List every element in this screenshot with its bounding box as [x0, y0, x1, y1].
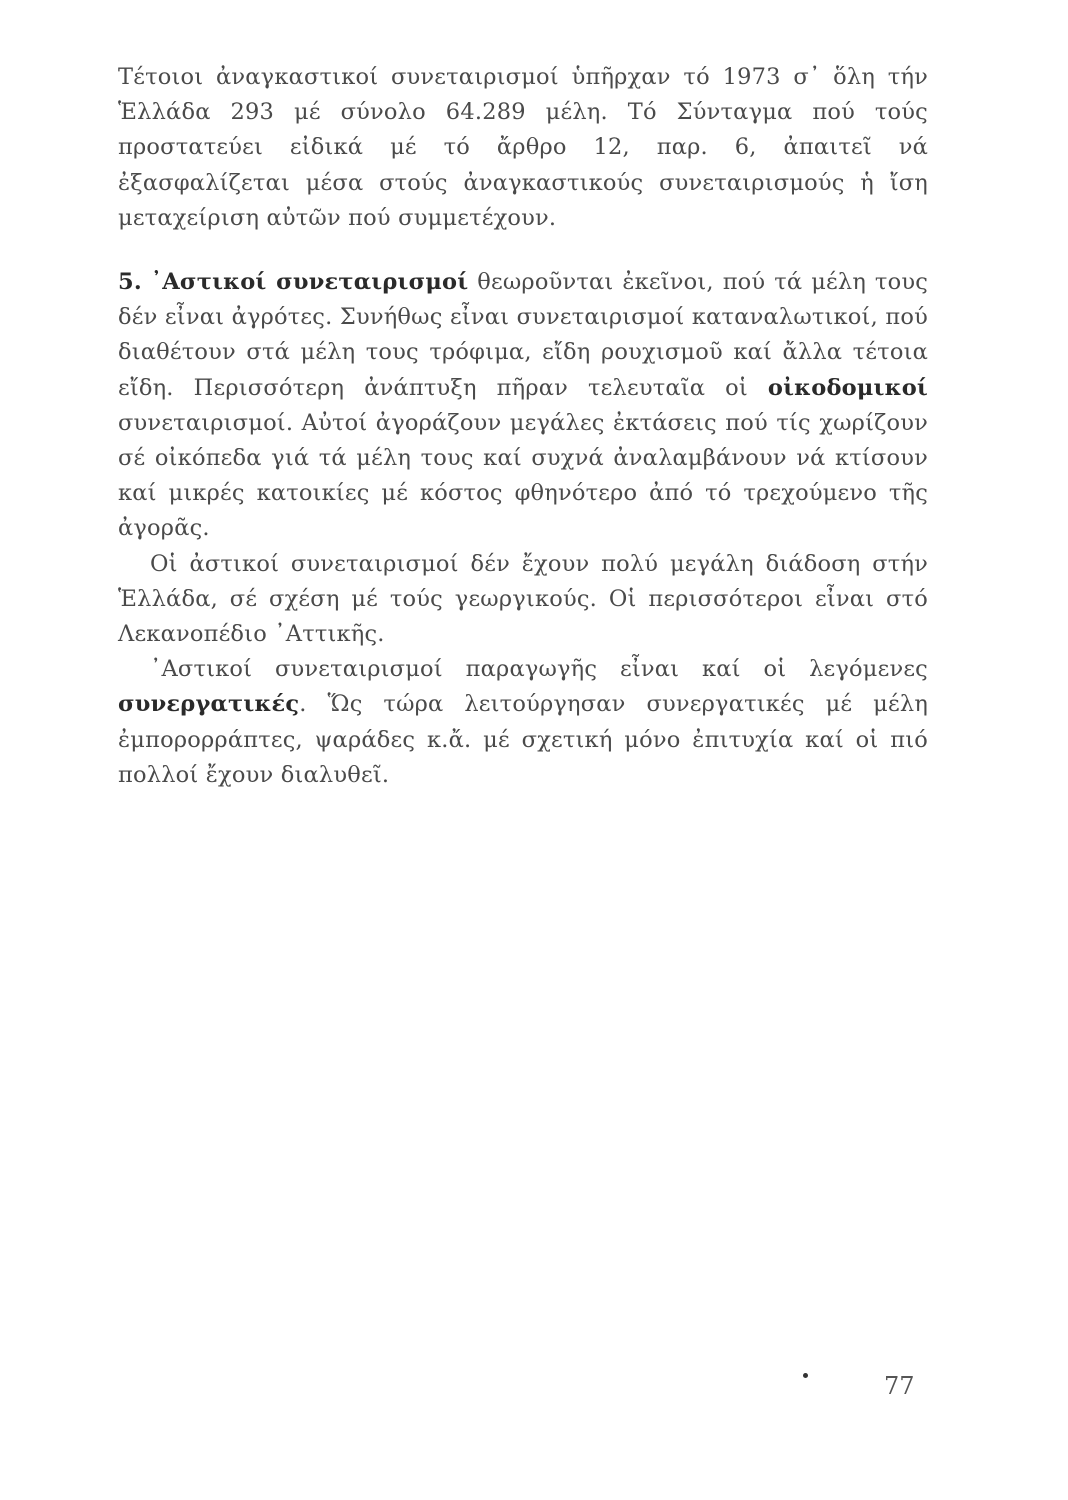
- paragraph-urban-cooperatives: [118, 265, 928, 547]
- paragraph-text: θεωροῦνται ἐκεῖνοι, πού τά μέλη τους δέν εἶναι ἀγρότες. Συνήθως εἶναι συνεταιρισμοί καταναλωτικοί, πού διαθέτουν στά μέλη τους τρόφιμα, εἴδη ρουχισμοῦ καί ἄλλα τέτοια εἴδη. Περισσότερη ἀνάπτυξη πῆραν τελευταῖα οἱ: [118, 269, 929, 401]
- paragraph-production-cooperatives: [118, 652, 928, 793]
- section-number: 5.: [118, 269, 142, 296]
- paragraph-urban-distribution: Οἱ ἀστικοί συνεταιρισμοί δέν ἔχουν πολύ μεγάλη διάδοση στήν Ἑλλάδα, σέ σχέση μέ τούς γεωργικούς. Οἱ περισσότεροι εἶναι στό Λεκανοπέδιο ᾽Αττικῆς.: [118, 550, 928, 648]
- paragraph-text: ᾽Αστικοί συνεταιρισμοί παραγωγῆς εἶναι καί οἱ λεγόμενες: [150, 656, 928, 683]
- term-building-cooperatives: οἰκοδομικοί: [767, 374, 928, 401]
- paragraph-compulsory-cooperatives: Τέτοιοι ἀναγκαστικοί συνεταιρισμοί ὑπῆρχαν τό 1973 σ᾽ ὅλη τήν Ἑλλάδα 293 μέ σύνολο 64.289 μέλη. Τό Σύνταγμα πού τούς προστατεύει εἰδικά μέ τό ἄρθρο 12, παρ. 6, ἀπαιτεῖ νά ἐξασφαλίζεται μέσα στούς ἀναγκαστικούς συνεταιρισμούς ἡ ἴση μεταχείριση αὐτῶν πού συμμετέχουν.: [118, 64, 928, 231]
- term-urban-cooperatives: ᾽Αστικοί συνεταιρισμοί: [150, 269, 469, 296]
- paragraph-text: συνεταιρισμοί. Αὐτοί ἀγοράζουν μεγάλες ἐκτάσεις πού τίς χωρίζουν σέ οἰκόπεδα γιά τά μέλη τους καί συχνά ἀναλαμβάνουν νά κτίσουν καί μικρές κατοικίες μέ κόστος φθηνότερο ἀπό τό τρεχούμενο τῆς ἀγορᾶς.: [118, 409, 928, 542]
- page-number: 77: [884, 1372, 915, 1400]
- paragraph-text: . Ὥς τώρα λειτούργησαν συνεργατικές μέ μέλη ἐμπορορράπτες, ψαράδες κ.ἄ. μέ σχετική μόνο ἐπιτυχία καί οἱ πιό πολλοί ἔχουν διαλυθεῖ.: [118, 691, 928, 788]
- body-text: [118, 60, 928, 793]
- term-cooperatives: συνεργατικές: [118, 691, 300, 718]
- print-mark: [803, 1373, 808, 1378]
